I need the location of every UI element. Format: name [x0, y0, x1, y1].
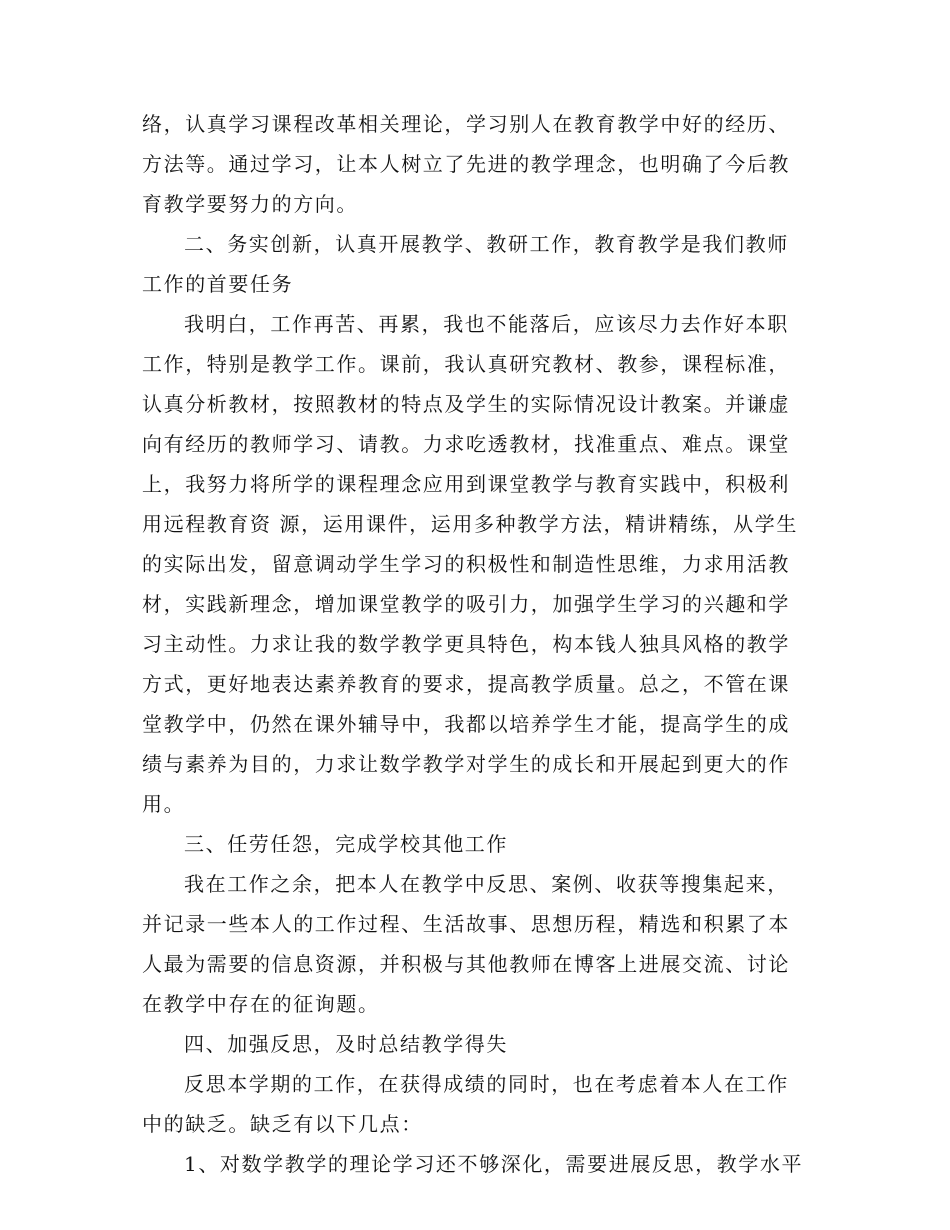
text-line: 向有经历的教师学习、请教。力求吃透教材，找准重点、难点。课堂 [142, 432, 790, 456]
text-line: 的实际出发，留意调动学生学习的积极性和制造性思维，力求用活教 [142, 552, 790, 576]
text-line: 我在工作之余，把本人在教学中反思、案例、收获等搜集起来， [184, 872, 789, 896]
text-line: 中的缺乏。缺乏有以下几点： [142, 1112, 423, 1136]
text-line: 材，实践新理念，增加课堂教学的吸引力，加强学生学习的兴趣和学 [142, 592, 790, 616]
text-line: 绩与素养为目的，力求让数学教学对学生的成长和开展起到更大的作 [142, 752, 790, 776]
text-line: 人最为需要的信息资源，并积极与其他教师在博客上进展交流、讨论 [142, 952, 790, 976]
document-body [142, 104, 814, 1184]
text-line: 并记录一些本人的工作过程、生活故事、思想历程，精选和积累了本 [142, 912, 790, 936]
text-line: 络，认真学习课程改革相关理论，学习别人在教育教学中好的经历、 [142, 112, 790, 136]
text-line: 工作的首要任务 [142, 272, 294, 296]
text-line: 方式，更好地表达素养教育的要求，提高教学质量。总之，不管在课 [142, 672, 790, 696]
text-line: 四、加强反思，及时总结教学得失 [184, 1032, 508, 1056]
text-line: 育教学要努力的方向。 [142, 192, 358, 216]
text-line: 二、务实创新，认真开展教学、教研工作，教育教学是我们教师 [184, 232, 789, 256]
text-line: 认真分析教材，按照教材的特点及学生的实际情况设计教案。并谦虚 [142, 392, 790, 416]
text-line: 工作，特别是教学工作。课前，我认真研究教材、教参，课程标准， [142, 352, 790, 376]
text-line: 用。 [142, 792, 186, 816]
text-line: 我明白，工作再苦、再累，我也不能落后，应该尽力去作好本职 [184, 312, 789, 336]
text-line: 方法等。通过学习，让本人树立了先进的教学理念，也明确了今后教 [142, 152, 790, 176]
text-line: 用远程教育资 源，运用课件，运用多种教学方法，精讲精练，从学生 [142, 512, 798, 536]
text-line: 三、任劳任怨，完成学校其他工作 [184, 832, 508, 856]
text-line: 堂教学中，仍然在课外辅导中，我都以培养学生才能，提高学生的成 [142, 712, 790, 736]
text-line: 上，我努力将所学的课程理念应用到课堂教学与教育实践中，积极利 [142, 472, 790, 496]
text-line: 反思本学期的工作，在获得成绩的同时，也在考虑着本人在工作 [184, 1072, 789, 1096]
text-line: 习主动性。力求让我的数学教学更具特色，构本钱人独具风格的教学 [142, 632, 790, 656]
text-line: 1、对数学教学的理论学习还不够深化，需要进展反思，教学水平 [184, 1152, 804, 1176]
text-line: 在教学中存在的征询题。 [142, 992, 380, 1016]
